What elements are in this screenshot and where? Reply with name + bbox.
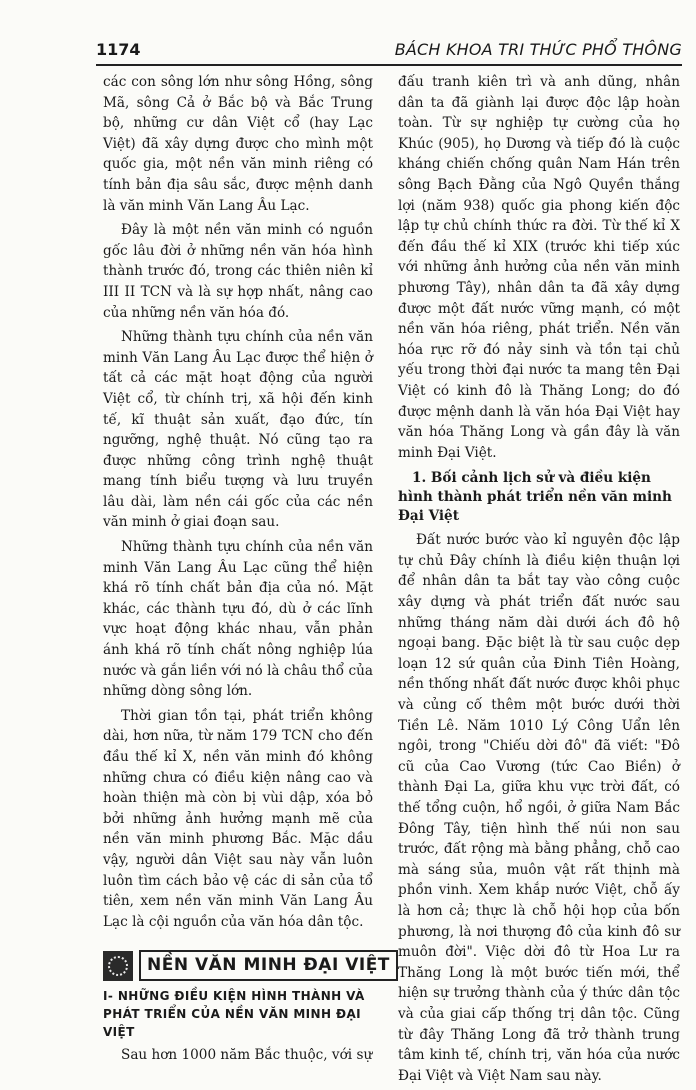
paragraph: Những thành tựu chính của nền văn minh Văn Lang Âu Lạc cũng thể hiện khá rõ tính chất bản địa của nó. Mặt khác, các thành tựu đó, dù ở các lĩnh vực hoạt động khác nhau, vẫn phản ánh khá rõ tính chất nông nghiệp lúa nước và gắn liền với nó là châu thổ của những dòng sông lớn.	[103, 539, 373, 700]
page-header	[96, 40, 682, 62]
section-title: I- NHỮNG ĐIỀU KIỆN HÌNH THÀNH VÀ PHÁT TRIỂN CỦA NỀN VĂN MINH ĐẠI VIỆT	[103, 988, 365, 1039]
running-title: BÁCH KHOA TRI THỨC PHỔ THÔNG	[394, 40, 682, 59]
left-column	[103, 72, 390, 1070]
paragraph: các con sông lớn như sông Hồng, sông Mã, sông Cả ở Bắc bộ và Bắc Trung bộ, những cư dân Việt cổ (hay Lạc Việt) đã xây dựng được cho mình một quốc gia, một nền văn minh riêng có tính bản địa sâu sắc, được mệnh danh là văn minh Văn Lang Âu Lạc.	[103, 74, 373, 214]
header-rule	[96, 64, 682, 66]
chapter-heading	[103, 950, 390, 981]
subsection-title: 1. Bối cảnh lịch sử và điều kiện hình thành phát triển nền văn minh Đại Việt	[398, 470, 672, 525]
page-number: 1174	[96, 40, 141, 59]
paragraph: Đây là một nền văn minh có nguồn gốc lâu đời ở những nền văn hóa hình thành trước đó, trong các thiên niên kỉ III II TCN và là sự hợp nhất, nâng cao của những nền văn hóa đó.	[103, 222, 373, 321]
paragraph: Thời gian tồn tại, phát triển không dài, hơn nữa, từ năm 179 TCN cho đến đầu thế kỉ X, nền văn minh đó không những chưa có điều kiện nâng cao và hoàn thiện mà còn bị vùi dập, xóa bỏ bởi những ảnh hưởng mạnh mẽ của nền văn minh phương Bắc. Mặc dầu vậy, người dân Việt sau này vẫn luôn luôn tìm cách bảo vệ các di sản của tổ tiên, xem nền văn minh Văn Lang Âu Lạc là cội nguồn của văn hóa dân tộc.	[103, 707, 373, 930]
paragraph: đấu tranh kiên trì và anh dũng, nhân dân ta đã giành lại được độc lập hoàn toàn. Từ sự nghiệp tự cường của họ Khúc (905), họ Dương và tiếp đó là cuộc kháng chiến chống quân Nam Hán trên sông Bạch Đằng của Ngô Quyền thắng lợi (năm 938) quốc gia phong kiến độc lập tự chủ chính thức ra đời. Từ thế kỉ X đến đầu thế kỉ XIX (trước khi tiếp xúc với những ảnh hưởng của nền văn minh phương Tây), nhân dân ta đã xây dựng được một đất nước vững mạnh, có một nền văn hóa riêng, phát triển. Nền văn hóa rực rỡ đó nảy sinh và tồn tại chủ yếu trong thời đại nước ta mang tên Đại Việt có kinh đô là Thăng Long; do đó được mệnh danh là văn hóa Đại Việt hay văn hóa Thăng Long và gần đây là văn minh Đại Việt.	[398, 74, 680, 461]
chapter-title: NỀN VĂN MINH ĐẠI VIỆT	[139, 950, 398, 981]
chapter-emblem-icon	[103, 951, 133, 981]
paragraph: Sau hơn 1000 năm Bắc thuộc, với sự	[121, 1046, 373, 1063]
paragraph: Đất nước bước vào kỉ nguyên độc lập tự chủ Đây chính là điều kiện thuận lợi để nhân dân ta bắt tay vào công cuộc xây dựng và phát triển đất nước sau những tháng năm dài dưới ách đô hộ ngoại bang. Đặc biệt là từ sau cuộc dẹp loạn 12 sứ quân của Đinh Tiên Hoàng, nền thống nhất đất nước được khôi phục và củng cố thêm một bước dưới thời Tiền Lê. Năm 1010 Lý Công Uẩn lên ngôi, trong "Chiếu dời đô" đã viết: "Đô cũ của Cao Vương (tức Cao Biền) ở thành Đại La, giữa khu vực trời đất, có thế tổng cuộn, hổ ngồi, ở giữa Nam Bắc Đông Tây, tiện hình thế núi non sau trước, đất rộng mà bằng phẳng, chỗ cao mà sáng sủa, muôn vật rất thịnh mà phồn vinh. Xem khắp nước Việt, chỗ ấy là hơn cả; thực là chỗ hội họp của bốn phương, là nơi thượng đô của kinh đô sư muôn đời". Việc dời đô từ Hoa Lư ra Thăng Long là một bước tiến mới, thể hiện sự trưởng thành của ý thức dân tộc và của giai cấp thống trị dân tộc. Cũng từ đây Thăng Long đã trở thành trung tâm kinh tế, chính trị, văn hóa của nước Đại Việt và Việt Nam sau này.	[398, 532, 680, 1084]
right-column	[398, 72, 680, 1090]
paragraph: Những thành tựu chính của nền văn minh Văn Lang Âu Lạc được thể hiện ở tất cả các mặt hoạt động của người Việt cổ, từ chính trị, xã hội đến kinh tế, kĩ thuật sản xuất, đạo đức, tín ngưỡng, nghệ thuật. Nó cũng tạo ra được những công trình nghệ thuật mang tính biểu tượng và lưu truyền lâu dài, làm nền cái gốc của các nền văn minh ở giai đoạn sau.	[103, 329, 373, 531]
